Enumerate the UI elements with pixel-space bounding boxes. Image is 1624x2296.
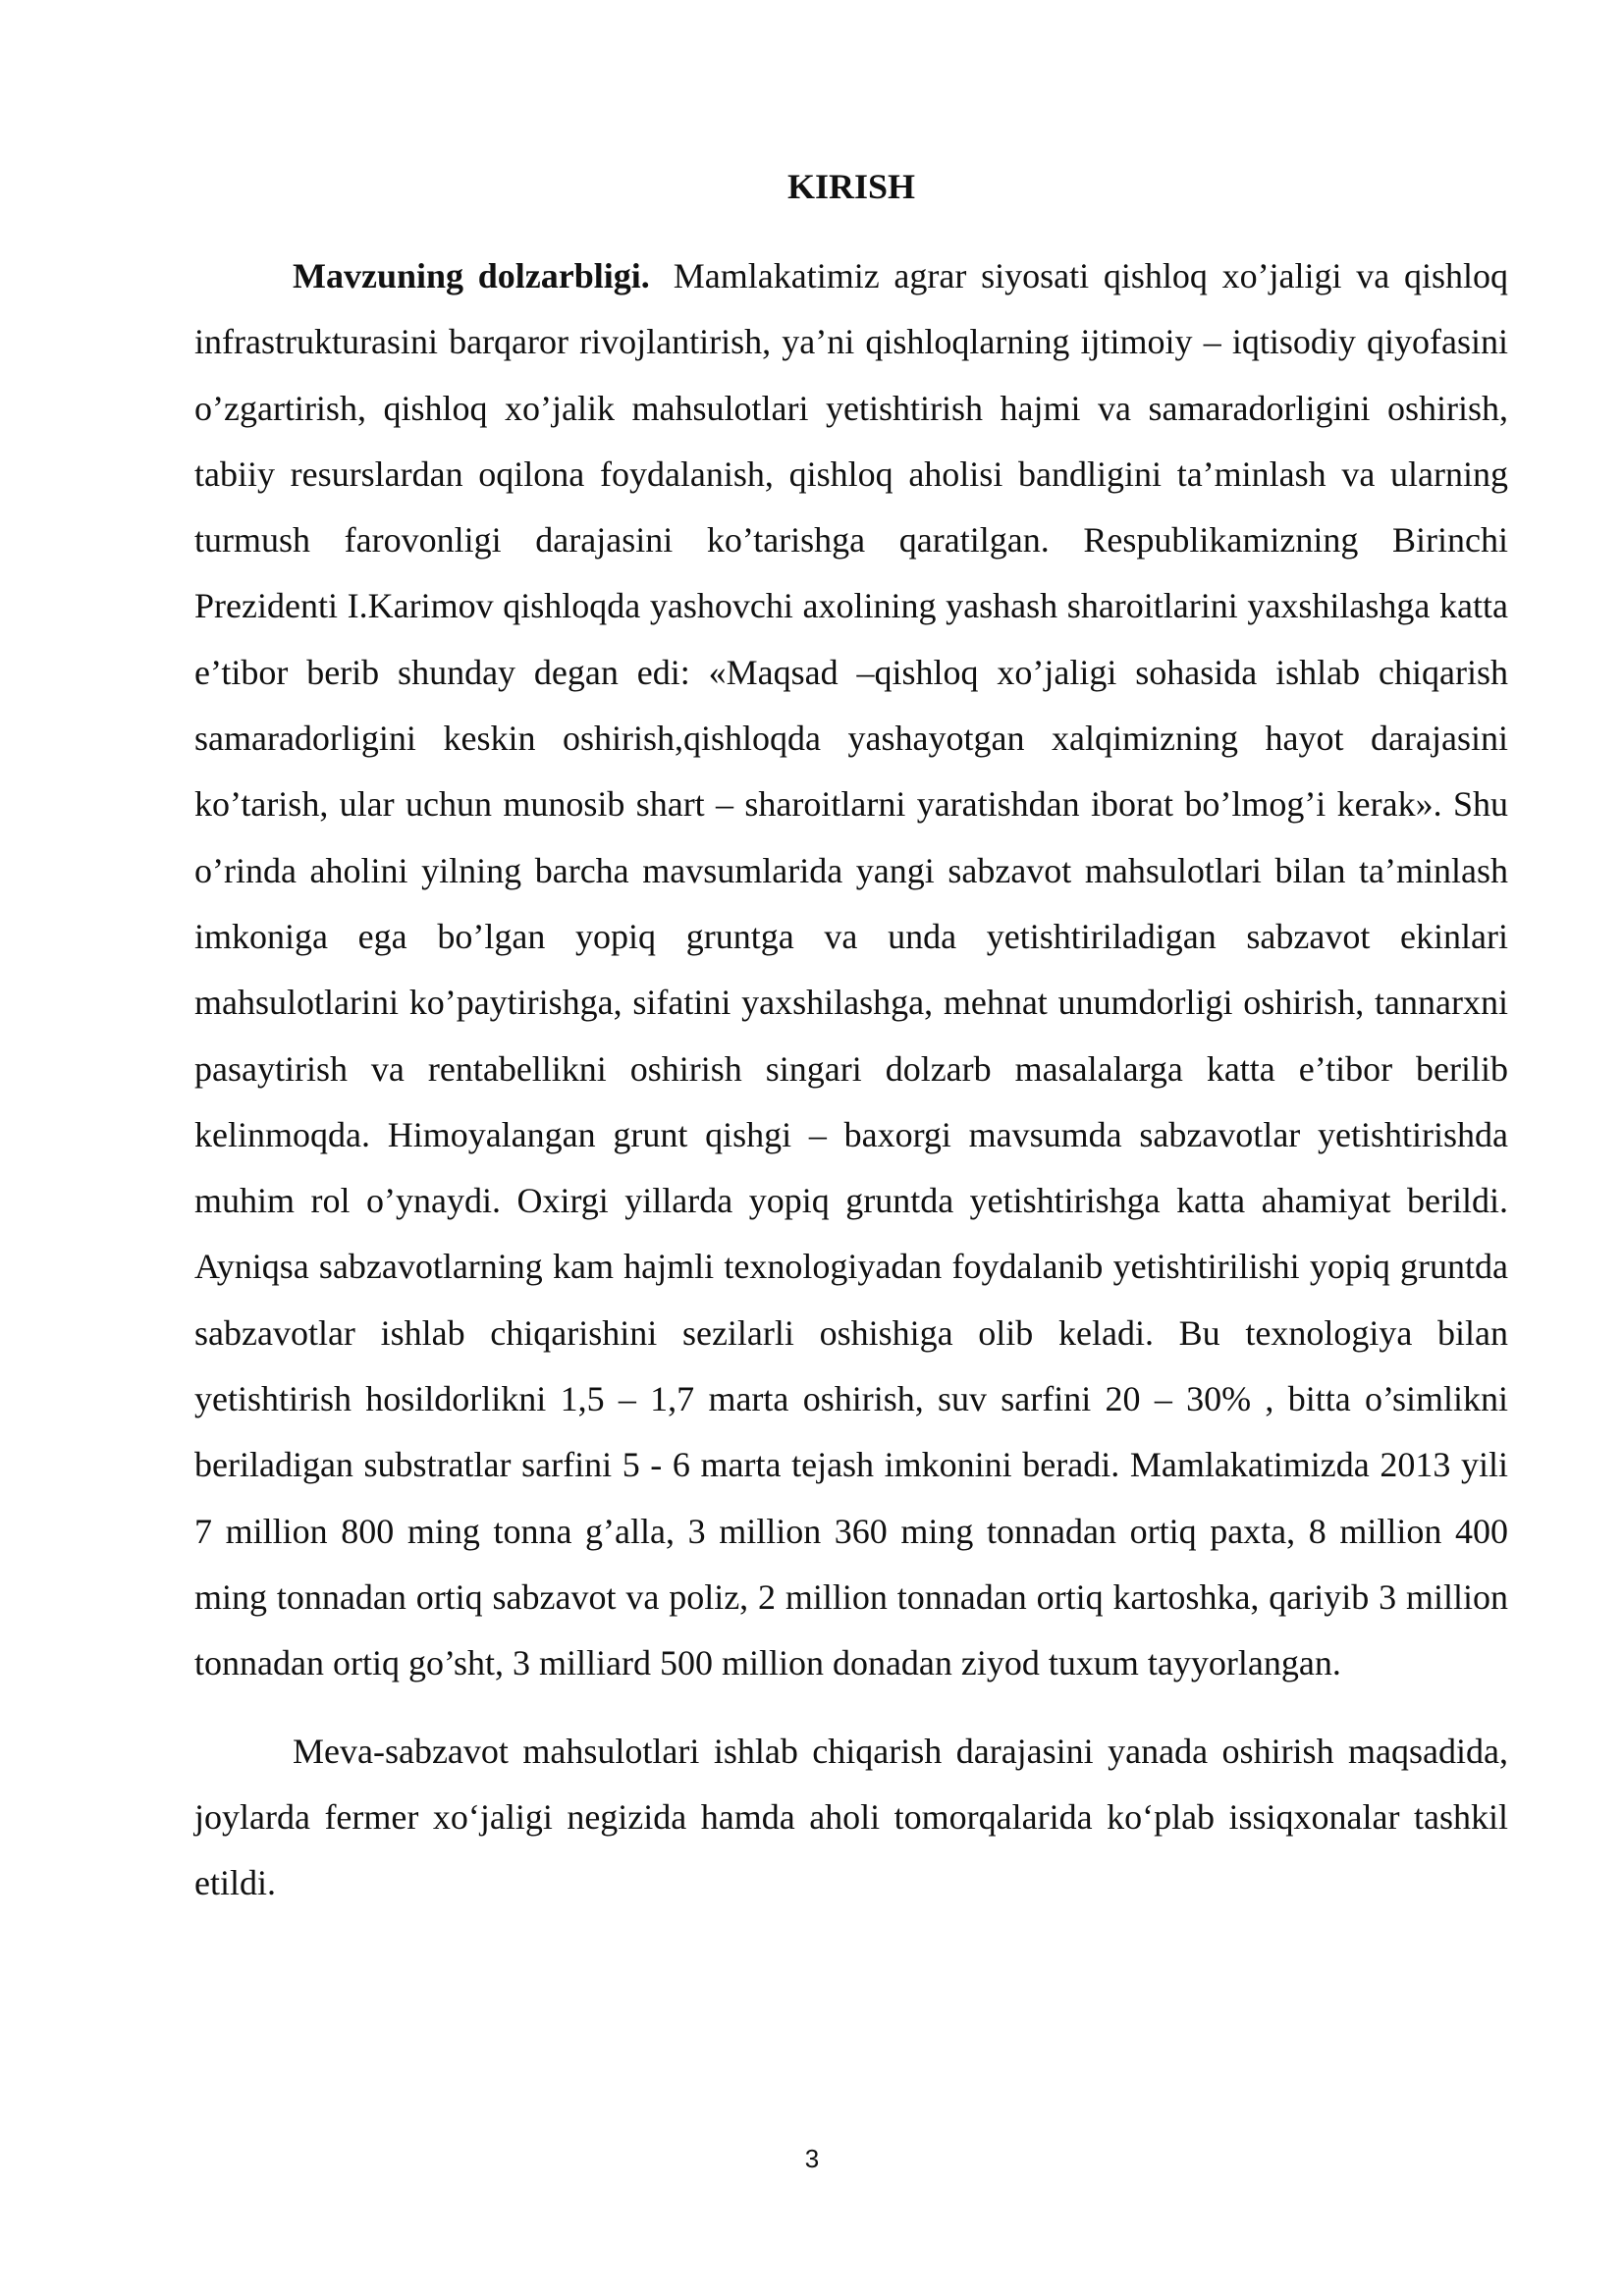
section-heading: KIRISH: [786, 167, 916, 206]
paragraph-greenhouses: [194, 1719, 1508, 1917]
paragraph-text: Mamlakatimiz agrar siyosati qishloq xo’jaligi va qishloq infrastrukturasini barqaror rivojlantirish, ya’ni qishloqlarning ijtimoiy – iqtisodiy qiyofasini o’zgartirish, qishloq xo’jalik mahsulotlari yetishtirish hajmi va samaradorligini oshirish, tabiiy resurslardan oqilona foydalanish, qishloq aholisi bandligini ta’minlash va ularning turmush farovonligi darajasini ko’tarishga qaratilgan. Respublikamizning Birinchi Prezidenti I.Karimov qishloqda yashovchi axolining yashash sharoitlarini yaxshilashga katta e’tibor berib shunday degan edi: «Maqsad –qishloq xo’jaligi sohasida ishlab chiqarish samaradorligini keskin oshirish,qishloqda yashayotgan xalqimizning hayot darajasini ko’tarish, ular uchun munosib shart – sharoitlarni yaratishdan iborat bo’lmog’i kerak». Shu o’rinda aholini yilning barcha mavsumlarida yangi sabzavot mahsulotlari bilan ta’minlash imkoniga ega bo’lgan yopiq gruntga va unda yetishtiriladigan sabzavot ekinlari mahsulotlarini ko’paytirishga, sifatini yaxshilashga, mehnat unumdorligi oshirish, tannarxni pasaytirish va rentabellikni oshirish singari dolzarb masalalarga katta e’tibor berilib kelinmoqda. Himoyalangan grunt qishgi – baxorgi mavsumda sabzavotlar yetishtirishda muhim rol o’ynaydi. Oxirgi yillarda yopiq gruntda yetishtirishga katta ahamiyat berildi. Ayniqsa sabzavotlarning kam hajmli texnologiyadan foydalanib yetishtirilishi yopiq gruntda sabzavotlar ishlab chiqarishini sezilarli oshishiga olib keladi. Bu texnologiya bilan yetishtirish hosildorlikni 1,5 – 1,7 marta oshirish, suv sarfini 20 – 30% , bitta o’simlikni beriladigan substratlar sarfini 5 - 6 marta tejash imkonini beradi. Mamlakatimizda 2013 yili 7 million 800 ming tonna g’alla, 3 million 360 ming tonnadan ortiq paxta, 8 million 400 ming tonnadan ortiq sabzavot va poliz, 2 million tonnadan ortiq kartoshka, qariyib 3 million tonnadan ortiq go’sht, 3 milliard 500 million donadan ziyod tuxum tayyorlangan.: [194, 256, 1508, 1683]
page-number: 3: [804, 2144, 820, 2173]
document-page: [194, 147, 1508, 1916]
paragraph-lead: Mavzuning dolzarbligi.: [293, 256, 650, 295]
paragraph-text: Meva-sabzavot mahsulotlari ishlab chiqarish darajasini yanada oshirish maqsadida, joylarda fermer xo‘jaligi negizida hamda aholi tomorqalarida ko‘plab issiqxonalar tashkil etildi.: [194, 1731, 1508, 1903]
paragraph-relevance: [194, 243, 1508, 1697]
